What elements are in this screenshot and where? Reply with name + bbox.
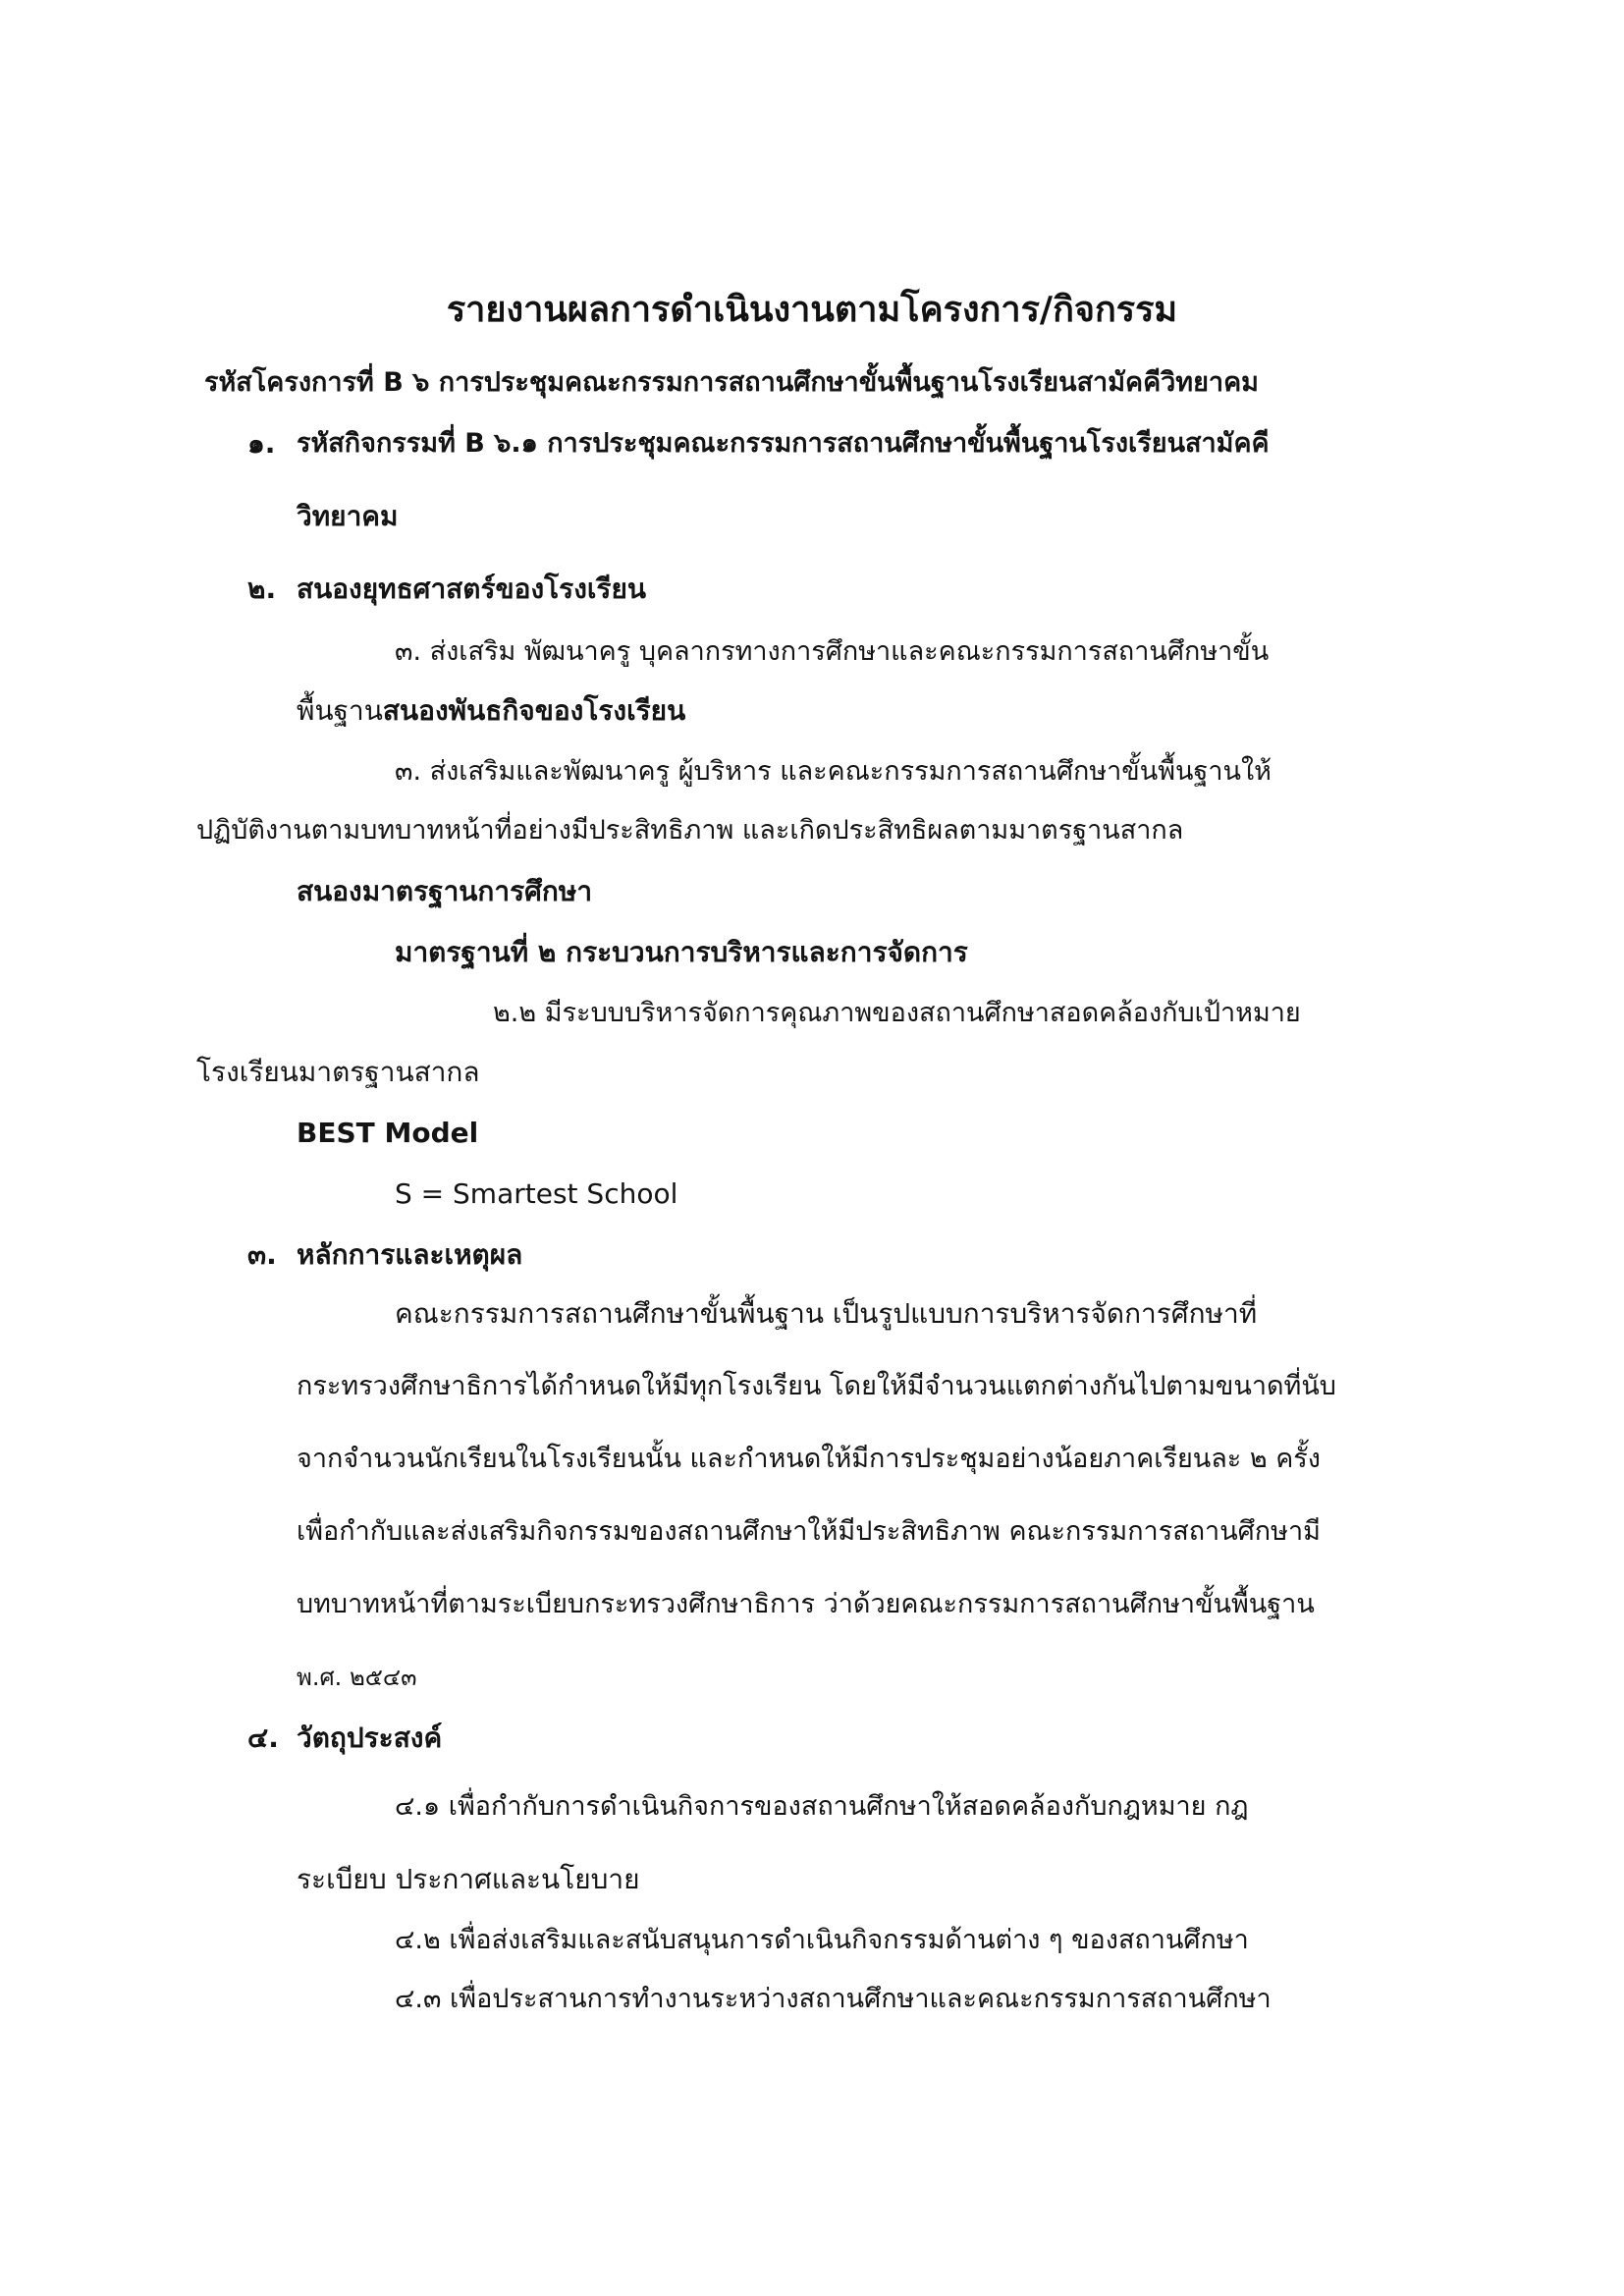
objective-4-2: ๔.๒ เพื่อส่งเสริมและสนับสนุนการดำเนินกิจกรรมด้านต่าง ๆ ของสถานศึกษา — [395, 1925, 1249, 1955]
rationale-line: คณะกรรมการสถานศึกษาขั้นพื้นฐาน เป็นรูปแบบการบริหารจัดการศึกษาที่ — [395, 1297, 1258, 1330]
section-2-number: ๒. — [247, 573, 277, 605]
best-model-s: S = Smartest School — [395, 1177, 678, 1210]
objective-4-3: ๔.๓ เพื่อประสานการทำงานระหว่างสถานศึกษาและคณะกรรมการสถานศึกษา — [395, 1984, 1272, 2014]
standards-heading: สนองมาตรฐานการศึกษา — [297, 875, 593, 907]
section-4-heading: วัตถุประสงค์ — [297, 1722, 443, 1754]
section-2-heading: สนองยุทธศาสตร์ของโรงเรียน — [297, 573, 647, 605]
rationale-line: บทบาทหน้าที่ตามระเบียบกระทรวงศึกษาธิการ ว่าด้วยคณะกรรมการสถานศึกษาขั้นพื้นฐาน — [297, 1589, 1315, 1619]
strategy-line2-text: พื้นฐาน — [297, 694, 383, 727]
best-model: BEST Model — [297, 1117, 479, 1149]
rationale-line: จากจำนวนนักเรียนในโรงเรียนนั้น และกำหนดให้มีการประชุมอย่างน้อยภาคเรียนละ ๒ ครั้ง — [297, 1444, 1321, 1474]
section-4-number: ๔. — [247, 1722, 279, 1754]
rationale-line: เพื่อกำกับและส่งเสริมกิจกรรมของสถานศึกษาให้มีประสิทธิภาพ คณะกรรมการสถานศึกษามี — [297, 1516, 1321, 1547]
section-1-heading-line2: วิทยาคม — [297, 500, 399, 532]
document-title: รายงานผลการดำเนินงานตามโครงการ/กิจกรรม — [446, 290, 1178, 330]
strategy-line1: ๓. ส่งเสริม พัฒนาครู บุคลากรทางการศึกษาและคณะกรรมการสถานศึกษาขั้น — [395, 636, 1270, 667]
objective-4-1-line1: ๔.๑ เพื่อกำกับการดำเนินกิจการของสถานศึกษาให้สอดคล้องกับกฎหมาย กฎ — [395, 1791, 1249, 1822]
section-1-number: ๑. — [247, 427, 276, 460]
section-1-heading-line1: รหัสกิจกรรมที่ B ๖.๑ การประชุมคณะกรรมการสถานศึกษาขั้นพื้นฐานโรงเรียนสามัคคี — [297, 428, 1270, 459]
standard-2-2-line2: โรงเรียนมาตรฐานสากล — [196, 1056, 480, 1088]
standard-2-heading: มาตรฐานที่ ๒ กระบวนการบริหารและการจัดการ — [395, 936, 968, 968]
rationale-line: กระทรวงศึกษาธิการได้กำหนดให้มีทุกโรงเรียน โดยให้มีจำนวนแตกต่างกันไปตามขนาดที่นับ — [297, 1371, 1336, 1401]
mission-line1: ๓. ส่งเสริมและพัฒนาครู ผู้บริหาร และคณะกรรมการสถานศึกษาขั้นพื้นฐานให้ — [395, 756, 1272, 787]
mission-line2: ปฏิบัติงานตามบทบาทหน้าที่อย่างมีประสิทธิภาพ และเกิดประสิทธิผลตามมาตรฐานสากล — [196, 815, 1184, 846]
section-3-heading: หลักการและเหตุผล — [297, 1238, 523, 1271]
rationale-line: พ.ศ. ๒๕๔๓ — [297, 1664, 417, 1691]
strategy-line2 — [297, 691, 685, 731]
mission-heading: สนองพันธกิจของโรงเรียน — [382, 694, 686, 727]
standard-2-2-line1: ๒.๒ มีระบบบริหารจัดการคุณภาพของสถานศึกษาสอดคล้องกับเป้าหมาย — [493, 998, 1301, 1028]
project-code: รหัสโครงการที่ B ๖ การประชุมคณะกรรมการสถานศึกษาขั้นพื้นฐานโรงเรียนสามัคคีวิทยาคม — [204, 367, 1259, 398]
objective-4-1-line2: ระเบียบ ประกาศและนโยบาย — [297, 1863, 640, 1895]
section-3-number: ๓. — [247, 1238, 277, 1271]
